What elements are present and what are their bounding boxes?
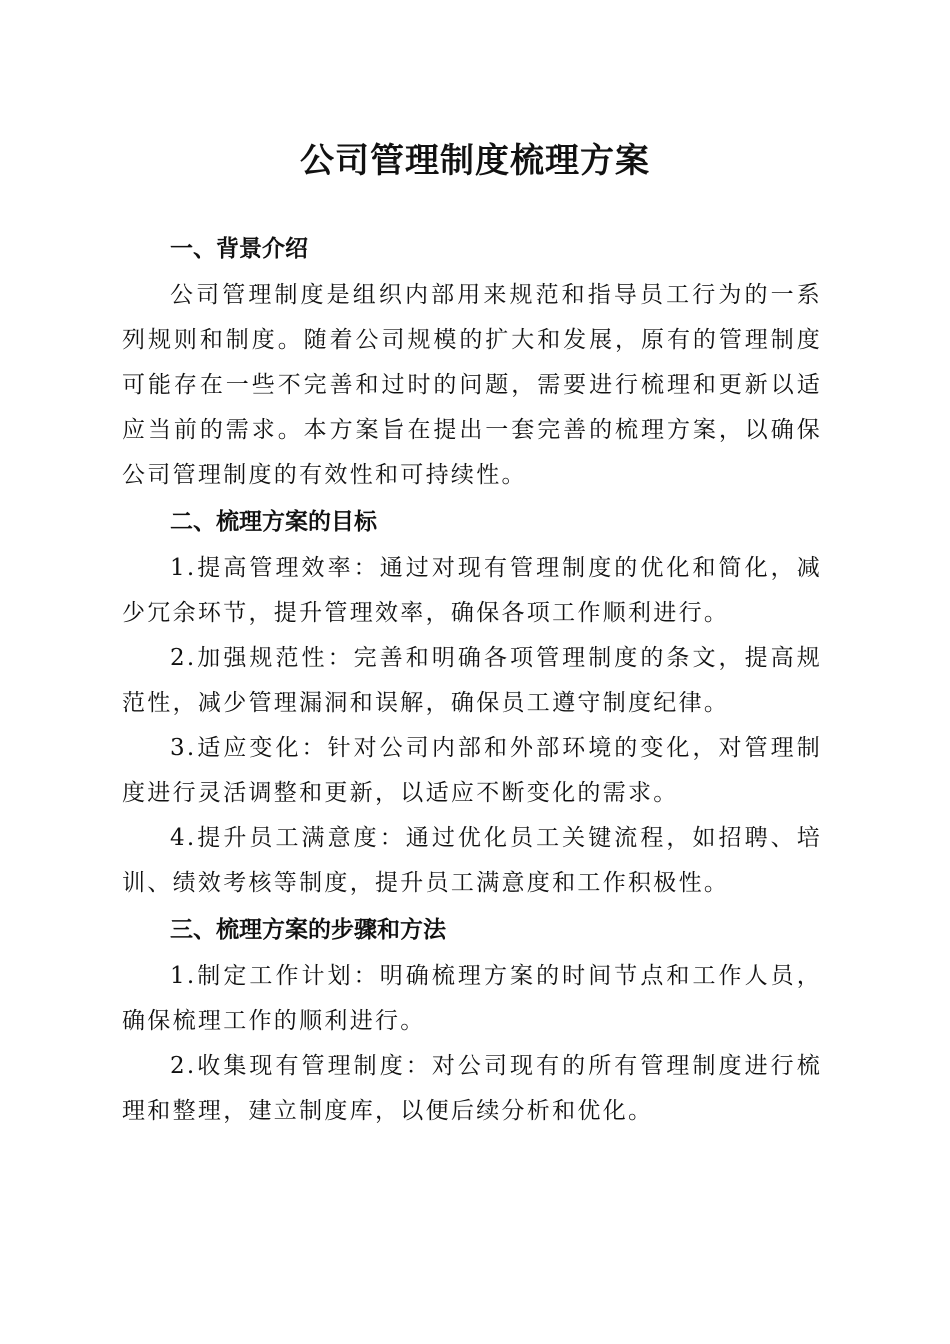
paragraph-step-2: 2.收集现有管理制度：对公司现有的所有管理制度进行梳理和整理，建立制度库，以便后续分析和优化。: [122, 1053, 822, 1124]
document-title: 公司管理制度梳理方案: [300, 141, 650, 181]
document-body: [122, 225, 822, 1134]
paragraph-step-1: 1.制定工作计划：明确梳理方案的时间节点和工作人员，确保梳理工作的顺利进行。: [122, 963, 822, 1034]
paragraph-goal-3: 3.适应变化：针对公司内部和外部环境的变化，对管理制度进行灵活调整和更新，以适应不断变化的需求。: [122, 735, 822, 806]
paragraph-background: 公司管理制度是组织内部用来规范和指导员工行为的一系列规则和制度。随着公司规模的扩大和发展，原有的管理制度可能存在一些不完善和过时的问题，需要进行梳理和更新以适应当前的需求。本方案旨在提出一套完善的梳理方案，以确保公司管理制度的有效性和可持续性。: [122, 282, 822, 488]
paragraph-goal-1: 1.提高管理效率：通过对现有管理制度的优化和简化，减少冗余环节，提升管理效率，确保各项工作顺利进行。: [122, 555, 822, 626]
paragraph-goal-4: 4.提升员工满意度：通过优化员工关键流程，如招聘、培训、绩效考核等制度，提升员工满意度和工作积极性。: [122, 825, 822, 896]
paragraph-goal-2: 2.加强规范性：完善和明确各项管理制度的条文，提高规范性，减少管理漏洞和误解，确保员工遵守制度纪律。: [122, 645, 822, 716]
section-heading-background: 一、背景介绍: [170, 236, 308, 262]
section-heading-goals: 二、梳理方案的目标: [170, 509, 377, 535]
section-heading-steps: 三、梳理方案的步骤和方法: [170, 917, 446, 943]
